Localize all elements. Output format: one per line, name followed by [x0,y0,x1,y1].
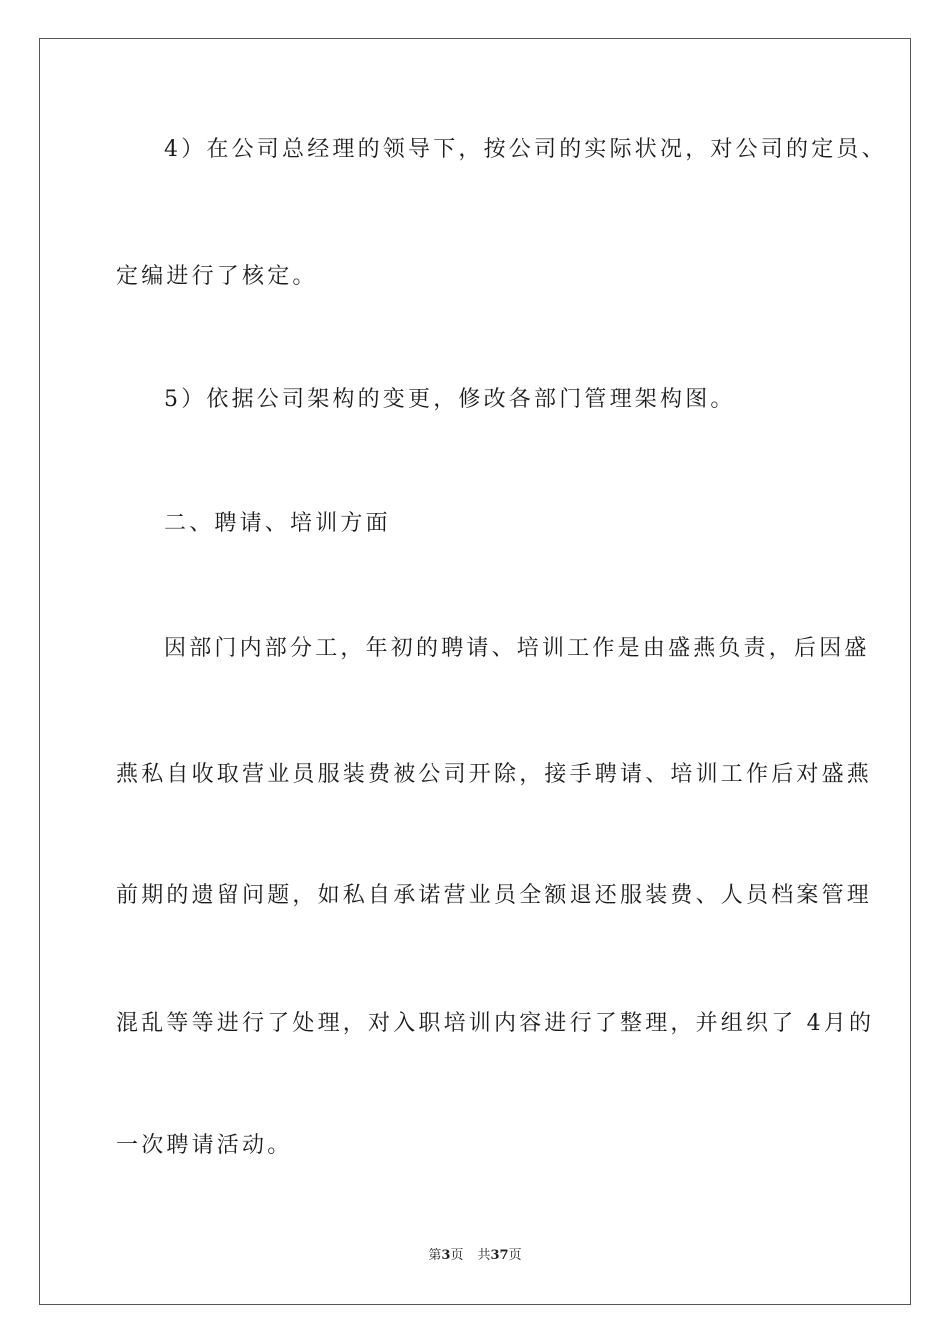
paragraph-line-1: 4）在公司总经理的领导下，按公司的实际状况，对公司的定员、 [164,137,887,162]
page-footer [0,1247,950,1265]
page-prefix: 第 [428,1248,442,1263]
total-prefix: 共 [477,1248,491,1263]
paragraph-line-2: 定编进行了核定。 [116,264,318,289]
total-pages: 37 [490,1248,509,1263]
paragraph-line-5: 燕私自收取营业员服装费被公司开除，接手聘请、培训工作后对盛燕 [116,762,873,787]
total-suffix: 页 [508,1248,522,1263]
section-heading: 二、聘请、培训方面 [164,511,391,536]
page-suffix: 页 [450,1248,464,1263]
page-border [39,38,911,1305]
paragraph-line-3: 5）依据公司架构的变更，修改各部门管理架构图。 [164,387,736,412]
paragraph-line-4: 因部门内部分工，年初的聘请、培训工作是由盛燕负责，后因盛 [164,636,870,661]
paragraph-line-6: 前期的遗留问题，如私自承诺营业员全额退还服装费、人员档案管理 [116,883,873,908]
page-number: 3 [441,1248,451,1263]
paragraph-line-7: 混乱等等进行了处理，对入职培训内容进行了整理，并组织了 4月的 [116,1011,875,1036]
paragraph-line-8: 一次聘请活动。 [116,1133,293,1158]
